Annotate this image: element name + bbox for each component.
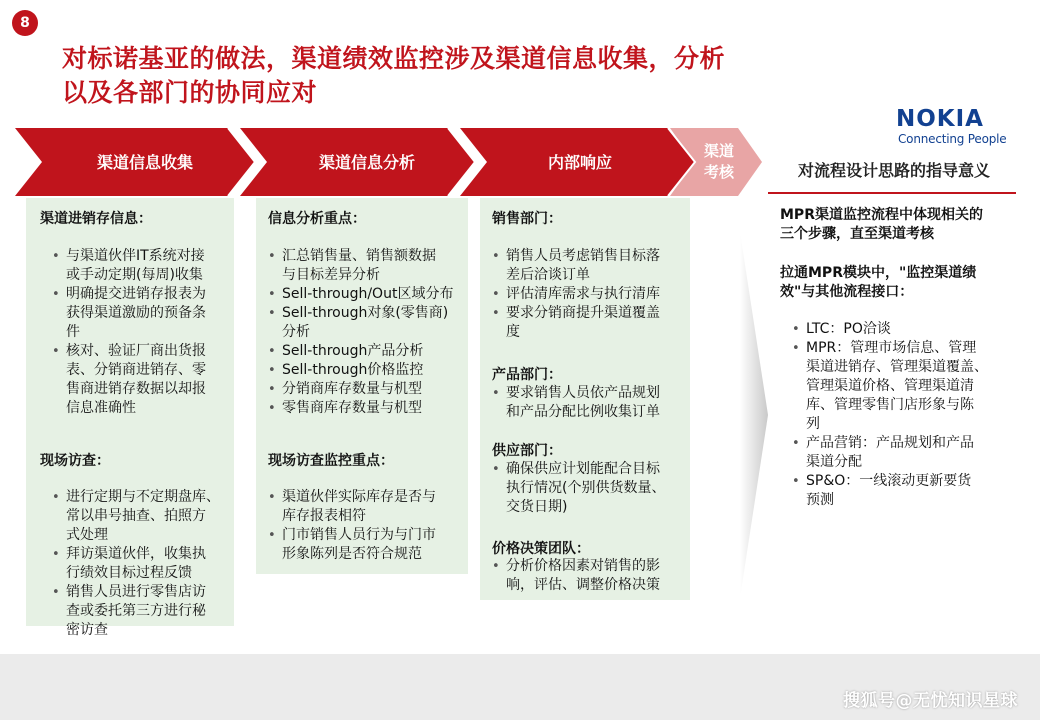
chevron-label-analyze: 渠道信息分析 [318, 153, 415, 172]
list-item: • 渠道伙伴实际库存是否与 库存报表相符 [268, 488, 468, 526]
col2-heading-visit-monitoring: 现场访查监控重点： [268, 453, 394, 469]
guide-divider [768, 192, 1016, 194]
line: 形象陈列是否符合规范 [282, 546, 422, 562]
line: 与渠道伙伴IT系统对接 [66, 248, 205, 264]
line: LTC：PO洽谈 [806, 321, 891, 337]
col3-heading-supply-dept: 供应部门： [492, 443, 562, 459]
col1-list-field-visit [52, 488, 238, 640]
col1-heading-field-visit: 现场访查： [40, 453, 110, 469]
list-item: • Sell-through/Out区域分布 [268, 285, 468, 304]
line: Sell-through/Out区域分布 [282, 286, 454, 302]
guide-title: 对流程设计思路的指导意义 [797, 161, 990, 180]
list-item: • 与渠道伙伴IT系统对接 或手动定期(每周)收集 [52, 247, 238, 285]
line: 分销商库存数量与机型 [282, 381, 422, 397]
line: 与目标差异分析 [282, 267, 380, 283]
line: 评估清库需求与执行清库 [506, 286, 660, 302]
line: 表、分销商进销存、零 [66, 362, 206, 378]
line: 信息准确性 [66, 400, 136, 416]
chevron-label-evaluation [694, 141, 744, 183]
chevron-label-response: 内部响应 [547, 153, 612, 172]
line: 渠道进销存、管理渠道覆盖、 [806, 359, 988, 375]
line: SP&O：一线滚动更新要货 [806, 473, 972, 489]
list-item: • Sell-through产品分析 [268, 342, 468, 361]
col3-heading-pricing-team: 价格决策团队： [492, 541, 590, 557]
chevron-4-line-1: 渠道 [703, 142, 734, 160]
page-number-badge: 8 [12, 10, 38, 36]
title-line-1: 对标诺基亚的做法，渠道绩效监控涉及渠道信息收集，分析 [62, 44, 726, 73]
line: 渠道伙伴实际库存是否与 [282, 489, 436, 505]
line: 产品营销：产品规划和产品 [806, 435, 974, 451]
line: 销售人员考虑销售目标落 [506, 248, 660, 264]
logo-brand: NOKIA [896, 106, 984, 132]
line: 和产品分配比例收集订单 [506, 404, 660, 420]
list-item: • SP&O：一线滚动更新要货 预测 [792, 472, 1018, 510]
line: 销售人员进行零售店访 [66, 584, 206, 600]
line: 进行定期与不定期盘库、 [66, 489, 220, 505]
line: 渠道分配 [806, 454, 862, 470]
list-item: • 评估清库需求与执行清库 [492, 285, 690, 304]
chevron-label-collect: 渠道信息收集 [96, 153, 193, 172]
list-item: • LTC：PO洽谈 [792, 320, 1018, 339]
chevron-4-line-2: 考核 [703, 163, 734, 181]
line: 密访查 [66, 622, 108, 638]
list-item: • Sell-through价格监控 [268, 361, 468, 380]
list-item: • 要求销售人员依产品规划 和产品分配比例收集订单 [492, 384, 690, 422]
logo-tagline: Connecting People [898, 132, 1007, 146]
list-item: • 零售商库存数量与机型 [268, 399, 468, 418]
col1-heading-sales-inventory: 渠道进销存信息： [40, 211, 152, 227]
line: 查或委托第三方进行秘 [66, 603, 206, 619]
line: 拜访渠道伙伴，收集执 [66, 546, 206, 562]
line: 交货日期) [506, 499, 568, 515]
list-item: • Sell-through对象(零售商) 分析 [268, 304, 468, 342]
line: 售商进销存数据以却报 [66, 381, 206, 397]
line: 效"与其他流程接口： [780, 284, 914, 300]
list-item: • 销售人员考虑销售目标落 差后洽谈订单 [492, 247, 690, 285]
right-arrow-shape [700, 228, 776, 602]
list-item: • 分析价格因素对销售的影 响，评估、调整价格决策 [492, 557, 690, 595]
col3-heading-product-dept: 产品部门： [492, 367, 562, 383]
line: 响，评估、调整价格决策 [506, 577, 660, 593]
col3-list-sales-dept [492, 247, 690, 342]
line: 门市销售人员行为与门市 [282, 527, 436, 543]
line: 执行情况(个别供货数量、 [506, 480, 666, 496]
line: 核对、验证厂商出货报 [66, 343, 206, 359]
line: 管理渠道价格、管理渠道清 [806, 378, 974, 394]
line: Sell-through价格监控 [282, 362, 424, 378]
line: 分析价格因素对销售的影 [506, 558, 660, 574]
nokia-logo [886, 104, 1026, 150]
line: 常以串号抽查、拍照方 [66, 508, 206, 524]
line: 库、管理零售门店形象与陈 [806, 397, 974, 413]
col3-list-pricing-team [492, 557, 690, 595]
list-item: • 拜访渠道伙伴，收集执 行绩效目标过程反馈 [52, 545, 238, 583]
list-item: • MPR：管理市场信息、管理 渠道进销存、管理渠道覆盖、 管理渠道价格、管理渠道清 库、管理零售门店形象与陈 列 [792, 339, 1018, 434]
line: 行绩效目标过程反馈 [66, 565, 192, 581]
page-title [62, 42, 922, 110]
line: 度 [506, 324, 520, 340]
line: 三个步骤，直至渠道考核 [780, 226, 934, 242]
col3-list-product-dept [492, 384, 690, 422]
list-item: • 确保供应计划能配合目标 执行情况(个别供货数量、 交货日期) [492, 460, 690, 517]
right-para-2 [780, 264, 1016, 302]
list-item: • 要求分销商提升渠道覆盖 度 [492, 304, 690, 342]
title-line-2: 以及各部门的协同应对 [62, 78, 318, 107]
list-item: • 产品营销：产品规划和产品 渠道分配 [792, 434, 1018, 472]
line: Sell-through产品分析 [282, 343, 424, 359]
list-item: • 进行定期与不定期盘库、 常以串号抽查、拍照方 式处理 [52, 488, 238, 545]
line: 预测 [806, 492, 834, 508]
line: 列 [806, 416, 820, 432]
right-para-1 [780, 206, 1016, 244]
line: MPR：管理市场信息、管理 [806, 340, 977, 356]
line: 确保供应计划能配合目标 [506, 461, 660, 477]
line: 明确提交进销存报表为 [66, 286, 206, 302]
list-item: • 分销商库存数量与机型 [268, 380, 468, 399]
line: 件 [66, 324, 80, 340]
col2-list-analysis-focus [268, 247, 468, 418]
line: 库存报表相符 [282, 508, 366, 524]
line: 拉通MPR模块中，"监控渠道绩 [780, 265, 977, 281]
line: MPR渠道监控流程中体现相关的 [780, 207, 983, 223]
line: 获得渠道激励的预备条 [66, 305, 206, 321]
line: 或手动定期(每周)收集 [66, 267, 203, 283]
col3-list-supply-dept [492, 460, 690, 517]
col2-heading-analysis-focus: 信息分析重点： [268, 211, 366, 227]
line: Sell-through对象(零售商) [282, 305, 449, 321]
line: 要求销售人员依产品规划 [506, 385, 660, 401]
list-item: • 汇总销售量、销售额数据 与目标差异分析 [268, 247, 468, 285]
line: 差后洽谈订单 [506, 267, 590, 283]
right-interface-list [792, 320, 1018, 510]
watermark-text: 搜狐号@无忧知识星球 [843, 691, 1018, 711]
line: 分析 [282, 324, 310, 340]
col1-list-sales-inventory [52, 247, 238, 418]
list-item: • 门市销售人员行为与门市 形象陈列是否符合规范 [268, 526, 468, 564]
line: 式处理 [66, 527, 108, 543]
line: 要求分销商提升渠道覆盖 [506, 305, 660, 321]
list-item: • 核对、验证厂商出货报 表、分销商进销存、零 售商进销存数据以却报 信息准确性 [52, 342, 238, 418]
col2-list-visit-monitoring [268, 488, 468, 564]
list-item: • 明确提交进销存报表为 获得渠道激励的预备条 件 [52, 285, 238, 342]
col3-heading-sales-dept: 销售部门： [492, 211, 562, 227]
list-item: • 销售人员进行零售店访 查或委托第三方进行秘 密访查 [52, 583, 238, 640]
line: 汇总销售量、销售额数据 [282, 248, 436, 264]
line: 零售商库存数量与机型 [282, 400, 422, 416]
